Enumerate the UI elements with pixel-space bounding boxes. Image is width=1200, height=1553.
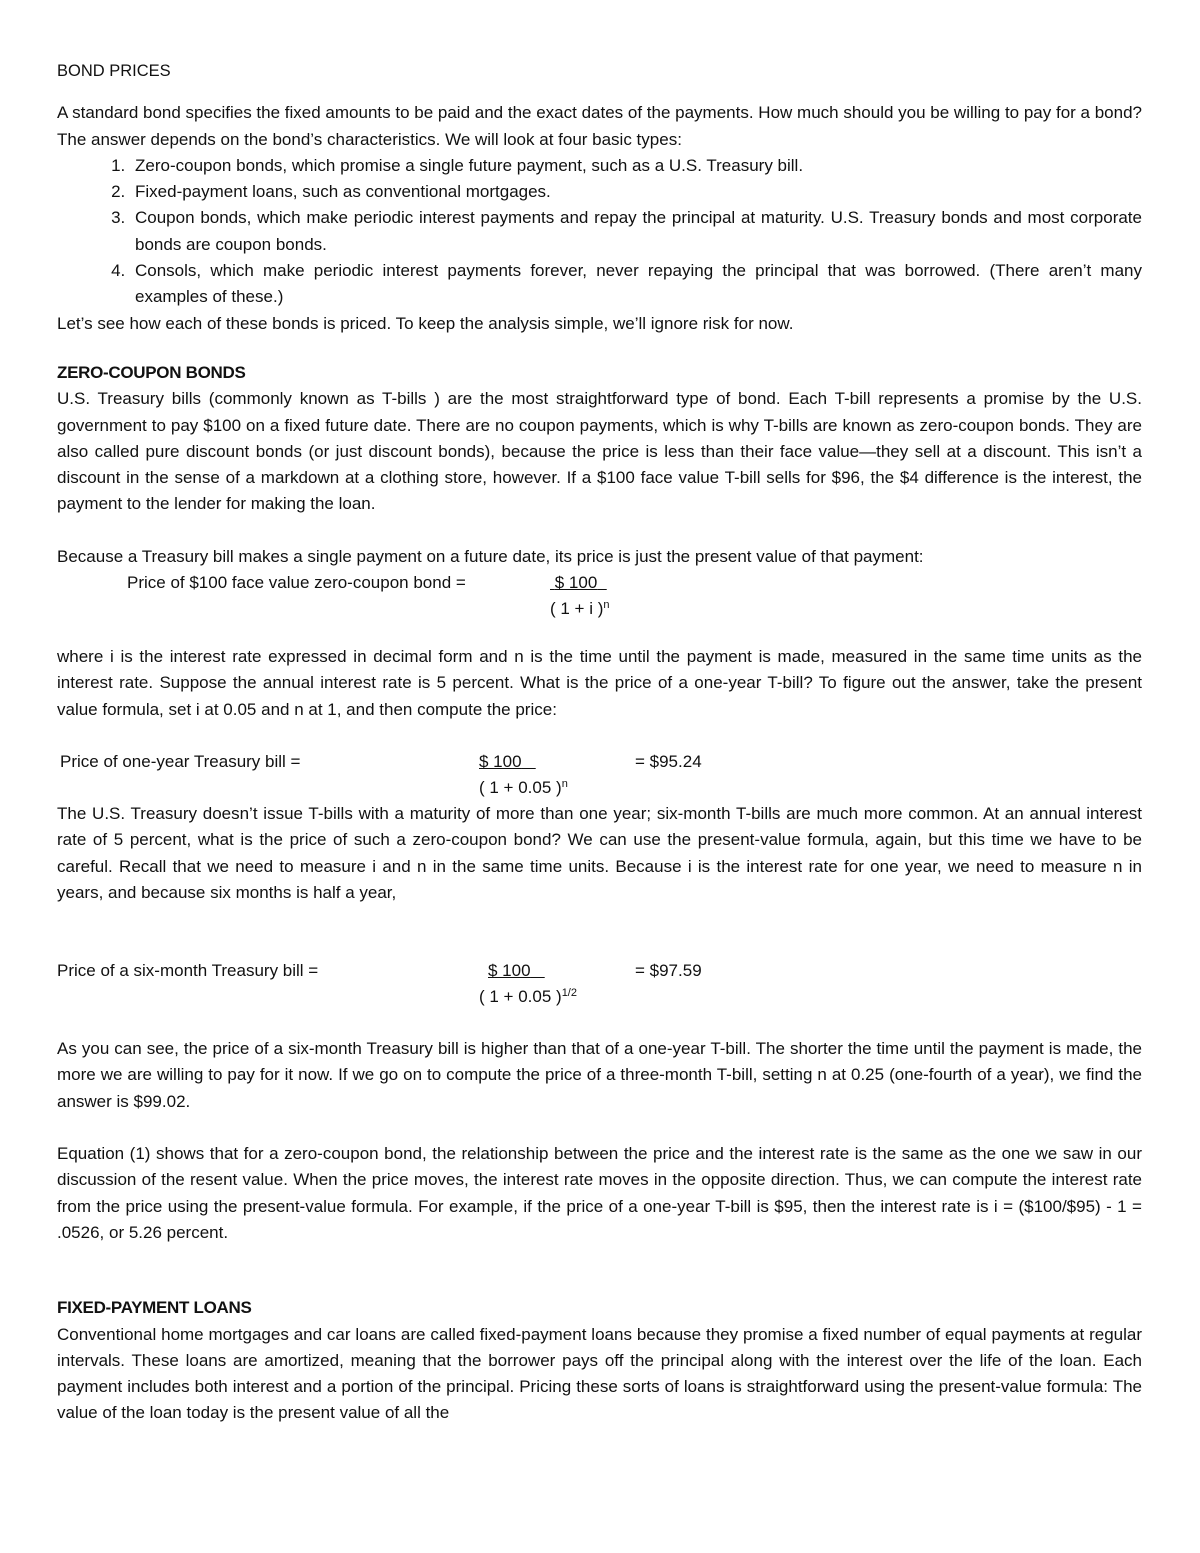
zero-coupon-paragraph-5: As you can see, the price of a six-month Treasury bill is higher than that of a one-year T-bill. The shorter the time until the payment is made, the more we are willing to pay for it now. If we go on to compute the price of a three-month T-bill, setting n at 0.25 (one-fourth of a year), we find the answer is $99.02. <box>57 1039 1142 1111</box>
formula-six-month-tbill <box>57 958 1142 1010</box>
formula-result: = $97.59 <box>635 961 702 981</box>
formula-label: Price of $100 face value zero-coupon bond = <box>127 573 466 593</box>
list-item: 2. Fixed-payment loans, such as conventional mortgages. <box>130 179 1142 205</box>
list-item: 1. Zero-coupon bonds, which promise a single future payment, such as a U.S. Treasury bill. <box>130 153 1142 179</box>
document-page <box>57 58 1142 1427</box>
zero-coupon-paragraph-3: where i is the interest rate expressed in decimal form and n is the time until the payment is made, measured in the same time units as the interest rate. Suppose the annual interest rate is 5 percent. What is the price of a one-year T-bill? To figure out the answer, take the present value formula, set i at 0.05 and n at 1, and then compute the price: <box>57 647 1142 719</box>
formula-numerator: $ 100 <box>488 961 531 981</box>
lets-see-paragraph: Let’s see how each of these bonds is priced. To keep the analysis simple, we’ll ignore risk for now. <box>57 313 794 333</box>
formula-label: Price of a six-month Treasury bill = <box>57 961 319 981</box>
formula-numerator: $ 100 <box>554 573 598 593</box>
formula-one-year-tbill <box>57 749 1142 801</box>
formula-result: = $95.24 <box>635 751 702 771</box>
zero-coupon-heading: ZERO-COUPON BONDS <box>57 362 246 382</box>
formula-denominator: ( 1 + i )$^n$ <box>550 599 610 619</box>
formula-label: Price of one-year Treasury bill = <box>60 751 301 771</box>
zero-coupon-paragraph-2: Because a Treasury bill makes a single payment on a future date, its price is just the present value of that payment: <box>57 546 924 566</box>
zero-coupon-paragraph-1: U.S. Treasury bills (commonly known as T-bills ) are the most straightforward type of bond. Each T-bill represents a promise by the U.S. government to pay $100 on a fixed future date. There are no coupon payments, which is why T-bills are known as zero-coupon bonds. They are also called pure discount bonds (or just discount bonds), because the price is less than their face value—they sell at a discount. This isn’t a discount in the sense of a markdown at a clothing store, however. If a $100 face value T-bill sells for $96, the $4 difference is the interest, the payment to the lender for making the loan. <box>57 389 1142 514</box>
document-title: BOND PRICES <box>57 62 171 80</box>
formula-numerator: $ 100 <box>479 751 522 771</box>
formula-denominator: ( 1 + 0.05 )$^n$ <box>479 777 568 797</box>
fixed-payment-paragraph-1: Conventional home mortgages and car loans are called fixed-payment loans because they promise a fixed number of equal payments at regular intervals. These loans are amortized, meaning that the borrower pays off the principal along with the interest over the life of the loan. Each payment includes both interest and a portion of the principal. Pricing these sorts of loans is straightforward using the present-value formula: The value of the loan today is the present value of all the <box>57 1324 1142 1423</box>
formula-zero-coupon-price <box>57 570 1142 622</box>
zero-coupon-paragraph-6: Equation (1) shows that for a zero-coupon bond, the relationship between the price and the interest rate is the same as the one we saw in our discussion of the resent value. When the price moves, the interest rate moves in the opposite direction. Thus, we can compute the interest rate from the price using the present-value formula. For example, if the price of a one-year T-bill is $95, then the interest rate is i = ($100/$95) - 1 = .0526, or 5.26 percent. <box>57 1144 1142 1242</box>
bond-types-list <box>57 153 1142 311</box>
intro-paragraph: A standard bond specifies the fixed amounts to be paid and the exact dates of the payments. How much should you be willing to pay for a bond? The answer depends on the bond’s characteristics. We will look at four basic types: <box>57 103 1142 149</box>
fixed-payment-heading: FIXED-PAYMENT LOANS <box>57 1298 252 1318</box>
zero-coupon-paragraph-4: The U.S. Treasury doesn’t issue T-bills with a maturity of more than one year; six-month T-bills are much more common. At an annual interest rate of 5 percent, what is the price of such a zero-coupon bond? We can use the present-value formula, again, but this time we have to be careful. Recall that we need to measure i and n in the same time units. Because i is the interest rate for one year, we need to measure n in years, and because six months is half a year, <box>57 803 1142 902</box>
list-item: 4. Consols, which make periodic interest payments forever, never repaying the principal that was borrowed. (There aren’t many examples of these.) <box>130 258 1142 311</box>
formula-denominator: ( 1 + 0.05 )$^{1/2}$ <box>479 987 577 1007</box>
list-item: 3. Coupon bonds, which make periodic interest payments and repay the principal at maturity. U.S. Treasury bonds and most corporate bonds are coupon bonds. <box>130 205 1142 258</box>
